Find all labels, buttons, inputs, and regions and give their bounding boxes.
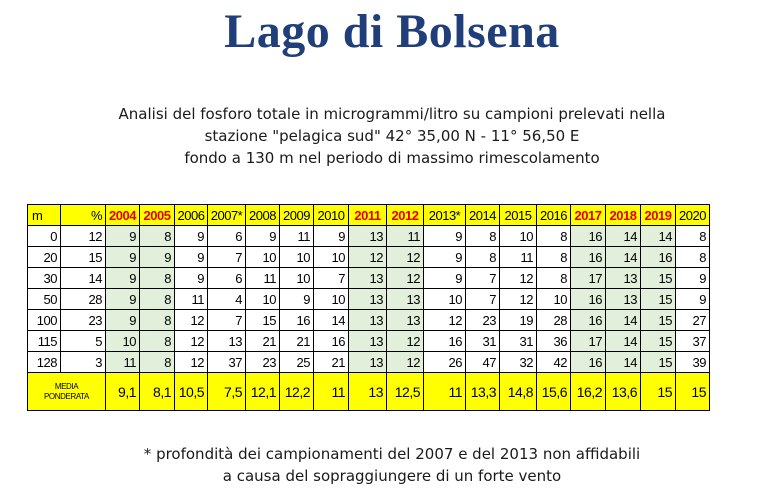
value-cell: 7 (208, 310, 246, 331)
value-cell: 15 (641, 310, 676, 331)
header-year: 2018 (606, 205, 641, 226)
table-row (28, 352, 710, 373)
value-cell: 14 (606, 247, 641, 268)
value-cell: 9 (175, 247, 208, 268)
value-cell: 13 (349, 310, 387, 331)
table-row (28, 268, 710, 289)
value-cell: 32 (500, 352, 537, 373)
depth-cell: 128 (28, 352, 61, 373)
value-cell: 11 (246, 268, 280, 289)
value-cell: 31 (500, 331, 537, 352)
average-cell: 14,8 (500, 373, 537, 411)
value-cell: 21 (246, 331, 280, 352)
value-cell: 15 (641, 268, 676, 289)
value-cell: 16 (571, 226, 606, 247)
value-cell: 14 (606, 310, 641, 331)
percent-cell: 3 (61, 352, 106, 373)
average-cell: 16,2 (571, 373, 606, 411)
value-cell: 27 (676, 310, 710, 331)
value-cell: 17 (571, 331, 606, 352)
value-cell: 47 (466, 352, 500, 373)
header-year: 2020 (676, 205, 710, 226)
header-year: 2015 (500, 205, 537, 226)
value-cell: 12 (349, 247, 387, 268)
value-cell: 11 (175, 289, 208, 310)
value-cell: 23 (466, 310, 500, 331)
header-year: 2005 (140, 205, 175, 226)
value-cell: 11 (500, 247, 537, 268)
header-year: 2016 (537, 205, 571, 226)
value-cell: 8 (537, 247, 571, 268)
depth-cell: 20 (28, 247, 61, 268)
value-cell: 16 (571, 352, 606, 373)
header-year: 2017 (571, 205, 606, 226)
value-cell: 7 (466, 268, 500, 289)
page-title: Lago di Bolsena (224, 5, 560, 58)
value-cell: 14 (641, 226, 676, 247)
header-depth: m (28, 205, 61, 226)
weighted-average-label-line: PONDERATA (44, 391, 89, 401)
subtitle-line: Analisi del fosforo totale in microgrammi/litro su campioni prelevati nella (118, 105, 666, 123)
header-year: 2019 (641, 205, 676, 226)
value-cell: 10 (314, 289, 349, 310)
value-cell: 8 (140, 310, 175, 331)
value-cell: 12 (387, 247, 424, 268)
value-cell: 9 (175, 268, 208, 289)
header-year: 2010 (314, 205, 349, 226)
header-year: 2004 (106, 205, 140, 226)
value-cell: 10 (280, 247, 314, 268)
percent-cell: 23 (61, 310, 106, 331)
average-cell: 12,5 (387, 373, 424, 411)
value-cell: 7 (208, 247, 246, 268)
value-cell: 10 (424, 289, 466, 310)
average-cell: 9,1 (106, 373, 140, 411)
value-cell: 13 (349, 331, 387, 352)
value-cell: 12 (424, 310, 466, 331)
value-cell: 8 (140, 268, 175, 289)
value-cell: 8 (466, 247, 500, 268)
value-cell: 9 (246, 226, 280, 247)
value-cell: 6 (208, 268, 246, 289)
header-year: 2009 (280, 205, 314, 226)
value-cell: 8 (676, 226, 710, 247)
value-cell: 21 (314, 352, 349, 373)
value-cell: 31 (466, 331, 500, 352)
value-cell: 9 (106, 247, 140, 268)
value-cell: 9 (106, 310, 140, 331)
header-year: 2012 (387, 205, 424, 226)
value-cell: 13 (349, 226, 387, 247)
value-cell: 13 (606, 289, 641, 310)
value-cell: 7 (466, 289, 500, 310)
value-cell: 8 (537, 226, 571, 247)
value-cell: 10 (280, 268, 314, 289)
value-cell: 12 (175, 310, 208, 331)
value-cell: 16 (571, 247, 606, 268)
depth-cell: 115 (28, 331, 61, 352)
table-row (28, 331, 710, 352)
average-cell: 7,5 (208, 373, 246, 411)
value-cell: 8 (676, 247, 710, 268)
value-cell: 37 (208, 352, 246, 373)
value-cell: 16 (641, 247, 676, 268)
value-cell: 14 (314, 310, 349, 331)
footnote (60, 443, 724, 487)
value-cell: 9 (140, 247, 175, 268)
percent-cell: 5 (61, 331, 106, 352)
value-cell: 13 (387, 310, 424, 331)
percent-cell: 15 (61, 247, 106, 268)
value-cell: 9 (676, 289, 710, 310)
header-year: 2008 (246, 205, 280, 226)
value-cell: 11 (280, 226, 314, 247)
value-cell: 15 (641, 289, 676, 310)
value-cell: 9 (424, 247, 466, 268)
value-cell: 16 (314, 331, 349, 352)
value-cell: 12 (175, 331, 208, 352)
value-cell: 9 (106, 289, 140, 310)
header-year: 2011 (349, 205, 387, 226)
value-cell: 7 (314, 268, 349, 289)
footnote-line: * profondità dei campionamenti del 2007 e del 2013 non affidabili (143, 445, 641, 463)
header-year: 2007* (208, 205, 246, 226)
weighted-average-row (28, 373, 710, 411)
value-cell: 10 (500, 226, 537, 247)
value-cell: 23 (246, 352, 280, 373)
value-cell: 9 (280, 289, 314, 310)
percent-cell: 12 (61, 226, 106, 247)
average-cell: 12,1 (246, 373, 280, 411)
value-cell: 13 (387, 289, 424, 310)
value-cell: 12 (500, 289, 537, 310)
depth-cell: 100 (28, 310, 61, 331)
value-cell: 12 (387, 268, 424, 289)
value-cell: 10 (537, 289, 571, 310)
value-cell: 10 (106, 331, 140, 352)
footnote-line: a causa del sopraggiungere di un forte vento (222, 467, 562, 485)
value-cell: 9 (676, 268, 710, 289)
value-cell: 13 (208, 331, 246, 352)
value-cell: 12 (175, 352, 208, 373)
value-cell: 11 (387, 226, 424, 247)
value-cell: 11 (106, 352, 140, 373)
value-cell: 16 (571, 289, 606, 310)
table-row (28, 226, 710, 247)
percent-cell: 28 (61, 289, 106, 310)
value-cell: 12 (387, 331, 424, 352)
value-cell: 39 (676, 352, 710, 373)
value-cell: 15 (641, 331, 676, 352)
value-cell: 16 (280, 310, 314, 331)
value-cell: 13 (349, 268, 387, 289)
header-year: 2013* (424, 205, 466, 226)
value-cell: 26 (424, 352, 466, 373)
subtitle (60, 103, 724, 169)
value-cell: 10 (246, 247, 280, 268)
average-cell: 8,1 (140, 373, 175, 411)
value-cell: 14 (606, 331, 641, 352)
header-year: 2014 (466, 205, 500, 226)
average-cell: 11 (314, 373, 349, 411)
average-cell: 15,6 (537, 373, 571, 411)
average-cell: 13 (349, 373, 387, 411)
value-cell: 14 (606, 352, 641, 373)
value-cell: 10 (314, 247, 349, 268)
average-cell: 15 (641, 373, 676, 411)
depth-cell: 50 (28, 289, 61, 310)
value-cell: 15 (246, 310, 280, 331)
depth-cell: 0 (28, 226, 61, 247)
value-cell: 4 (208, 289, 246, 310)
value-cell: 6 (208, 226, 246, 247)
value-cell: 37 (676, 331, 710, 352)
weighted-average-label-line: MEDIA (54, 381, 79, 391)
header-row (28, 205, 710, 226)
value-cell: 10 (246, 289, 280, 310)
table-row (28, 310, 710, 331)
value-cell: 8 (537, 268, 571, 289)
value-cell: 12 (387, 352, 424, 373)
value-cell: 15 (641, 352, 676, 373)
table-row (28, 289, 710, 310)
value-cell: 8 (140, 289, 175, 310)
average-cell: 11 (424, 373, 466, 411)
value-cell: 19 (500, 310, 537, 331)
value-cell: 36 (537, 331, 571, 352)
header-percent: % (61, 205, 106, 226)
average-cell: 12,2 (280, 373, 314, 411)
table-row (28, 247, 710, 268)
subtitle-line: fondo a 130 m nel periodo di massimo rimescolamento (184, 149, 600, 167)
subtitle-line: stazione "pelagica sud" 42° 35,00 N - 11° 56,50 E (204, 127, 580, 145)
value-cell: 8 (140, 352, 175, 373)
value-cell: 25 (280, 352, 314, 373)
value-cell: 16 (571, 310, 606, 331)
value-cell: 9 (424, 268, 466, 289)
value-cell: 17 (571, 268, 606, 289)
percent-cell: 14 (61, 268, 106, 289)
value-cell: 9 (314, 226, 349, 247)
value-cell: 13 (349, 352, 387, 373)
weighted-average-label (28, 373, 106, 411)
average-cell: 15 (676, 373, 710, 411)
value-cell: 8 (140, 226, 175, 247)
value-cell: 9 (424, 226, 466, 247)
value-cell: 9 (106, 226, 140, 247)
value-cell: 13 (606, 268, 641, 289)
value-cell: 13 (349, 289, 387, 310)
header-year: 2006 (175, 205, 208, 226)
value-cell: 8 (466, 226, 500, 247)
average-cell: 13,6 (606, 373, 641, 411)
value-cell: 42 (537, 352, 571, 373)
value-cell: 16 (424, 331, 466, 352)
depth-cell: 30 (28, 268, 61, 289)
value-cell: 12 (500, 268, 537, 289)
phosphorus-table (27, 204, 710, 411)
value-cell: 28 (537, 310, 571, 331)
average-cell: 13,3 (466, 373, 500, 411)
average-cell: 10,5 (175, 373, 208, 411)
value-cell: 9 (175, 226, 208, 247)
value-cell: 9 (106, 268, 140, 289)
value-cell: 14 (606, 226, 641, 247)
value-cell: 21 (280, 331, 314, 352)
value-cell: 8 (140, 331, 175, 352)
